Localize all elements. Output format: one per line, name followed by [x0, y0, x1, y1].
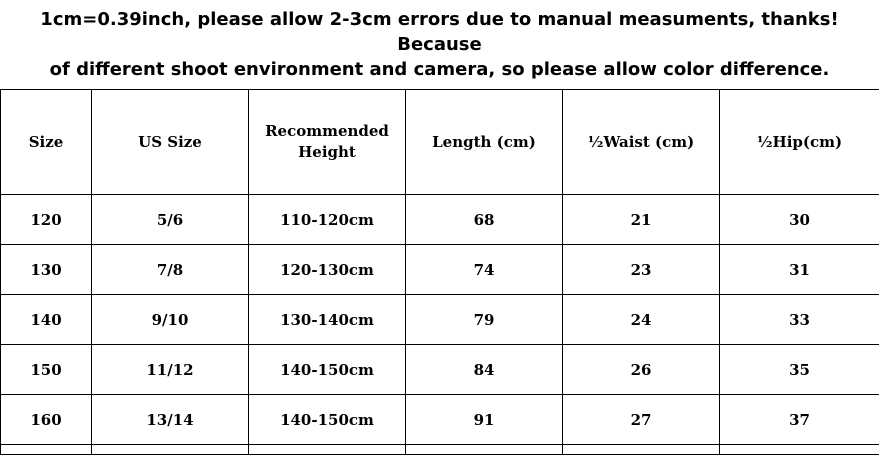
cell-half-waist: 24 [563, 295, 720, 345]
header-size: Size [1, 90, 92, 195]
cell-half-waist: 26 [563, 345, 720, 395]
cell-us-size: 13/14 [92, 395, 249, 445]
cell-half-hip: 33 [720, 295, 879, 345]
header-length: Length (cm) [406, 90, 563, 195]
disclaimer-line-2: of different shoot environment and camera, so please allow color difference. [6, 57, 873, 82]
header-half-waist: ½Waist (cm) [563, 90, 720, 195]
cell-length: 68 [406, 195, 563, 245]
header-recommended-height: Recommended Height [249, 90, 406, 195]
cell-half-hip: 37 [720, 395, 879, 445]
size-chart-table [0, 89, 879, 455]
table-row [1, 395, 879, 445]
header-us-size: US Size [92, 90, 249, 195]
cell-recommended-height: 110-120cm [249, 195, 406, 245]
cell-half-waist: 21 [563, 195, 720, 245]
cell-recommended-height: 140-150cm [249, 345, 406, 395]
cell-size: 130 [1, 245, 92, 295]
cell-recommended-height: 120-130cm [249, 245, 406, 295]
cell-length: 74 [406, 245, 563, 295]
disclaimer-note [0, 0, 879, 89]
table-row [1, 345, 879, 395]
cell-half-hip: 35 [720, 345, 879, 395]
disclaimer-line-1: 1cm=0.39inch, please allow 2-3cm errors due to manual measuments, thanks! Because [6, 7, 873, 57]
cell-size: 120 [1, 195, 92, 245]
cell-size: 160 [1, 395, 92, 445]
cell-us-size: 11/12 [92, 345, 249, 395]
cell-half-hip: 31 [720, 245, 879, 295]
table-row [1, 195, 879, 245]
cell-size: 140 [1, 295, 92, 345]
cell-size: 150 [1, 345, 92, 395]
cell-length: 79 [406, 295, 563, 345]
cell-length: 84 [406, 345, 563, 395]
cell-half-waist: 27 [563, 395, 720, 445]
table-row [1, 295, 879, 345]
cell-half-waist: 23 [563, 245, 720, 295]
cell-us-size: 9/10 [92, 295, 249, 345]
cell-length: 91 [406, 395, 563, 445]
disclaimer-text [6, 7, 873, 82]
header-half-hip: ½Hip(cm) [720, 90, 879, 195]
table-row-cut-off [1, 445, 879, 455]
cell-us-size: 7/8 [92, 245, 249, 295]
table-header-row [1, 90, 879, 195]
table-row [1, 245, 879, 295]
cell-us-size: 5/6 [92, 195, 249, 245]
cell-recommended-height: 130-140cm [249, 295, 406, 345]
cell-half-hip: 30 [720, 195, 879, 245]
cell-recommended-height: 140-150cm [249, 395, 406, 445]
